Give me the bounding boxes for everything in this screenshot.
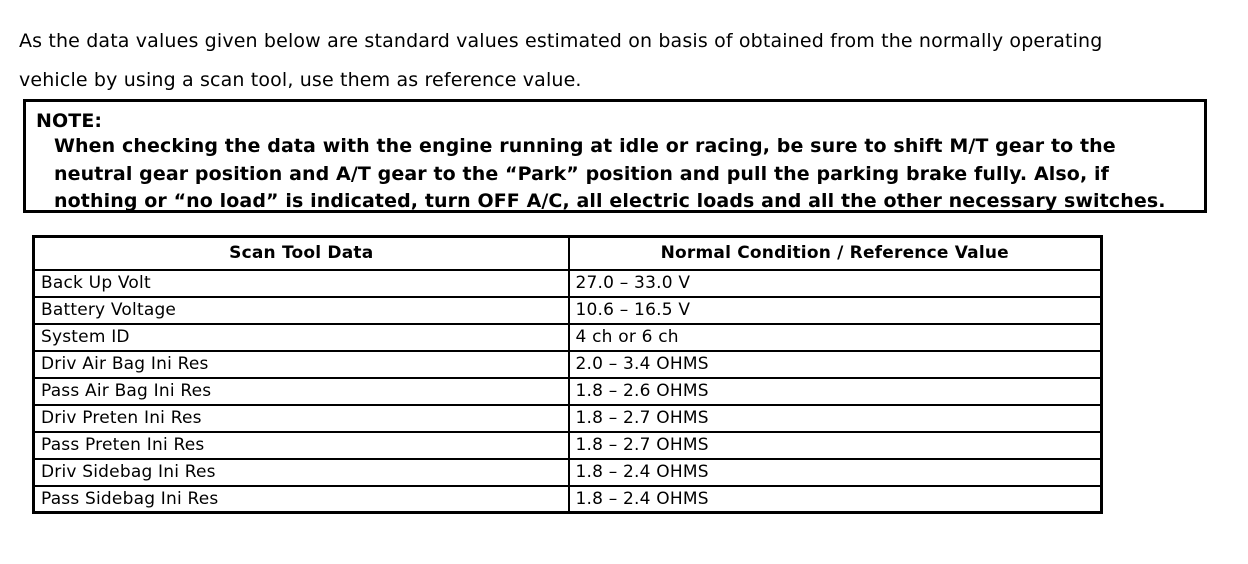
table-row [34,432,1102,459]
cell-scan-tool-data: Back Up Volt [34,270,569,297]
cell-scan-tool-data: Driv Air Bag Ini Res [34,351,569,378]
table-row [34,459,1102,486]
cell-scan-tool-data: System ID [34,324,569,351]
cell-scan-tool-data: Driv Sidebag Ini Res [34,459,569,486]
cell-reference-value: 10.6 – 16.5 V [569,297,1102,324]
table-row [34,270,1102,297]
table-row [34,297,1102,324]
note-line-3: nothing or “no load” is indicated, turn OFF A/C, all electric loads and all the other necessary switches. [54,190,1166,212]
cell-reference-value: 1.8 – 2.4 OHMS [569,486,1102,513]
note-title: NOTE: [36,110,103,132]
cell-reference-value: 1.8 – 2.7 OHMS [569,405,1102,432]
note-line-1: When checking the data with the engine running at idle or racing, be sure to shift M/T gear to the [54,135,1116,157]
cell-reference-value: 1.8 – 2.7 OHMS [569,432,1102,459]
cell-reference-value: 1.8 – 2.6 OHMS [569,378,1102,405]
intro-line-1: As the data values given below are standard values estimated on basis of obtained from the normally operating [19,30,1103,52]
note-line-2: neutral gear position and A/T gear to the “Park” position and pull the parking brake fully. Also, if [54,162,1109,185]
note-body [54,133,1206,216]
table-row [34,351,1102,378]
table-header-row [34,237,1102,270]
cell-scan-tool-data: Pass Preten Ini Res [34,432,569,459]
table-row [34,324,1102,351]
scan-tool-data-table [32,235,1103,514]
table-row [34,405,1102,432]
intro-paragraph [19,22,1219,100]
cell-scan-tool-data: Pass Air Bag Ini Res [34,378,569,405]
header-reference-value: Normal Condition / Reference Value [569,237,1102,270]
header-scan-tool-data: Scan Tool Data [34,237,569,270]
table-row [34,378,1102,405]
table-row [34,486,1102,513]
note-box [23,99,1207,213]
cell-reference-value: 4 ch or 6 ch [569,324,1102,351]
cell-scan-tool-data: Driv Preten Ini Res [34,405,569,432]
cell-reference-value: 1.8 – 2.4 OHMS [569,459,1102,486]
cell-reference-value: 27.0 – 33.0 V [569,270,1102,297]
cell-reference-value: 2.0 – 3.4 OHMS [569,351,1102,378]
cell-scan-tool-data: Pass Sidebag Ini Res [34,486,569,513]
intro-line-2: vehicle by using a scan tool, use them as reference value. [19,69,582,91]
cell-scan-tool-data: Battery Voltage [34,297,569,324]
